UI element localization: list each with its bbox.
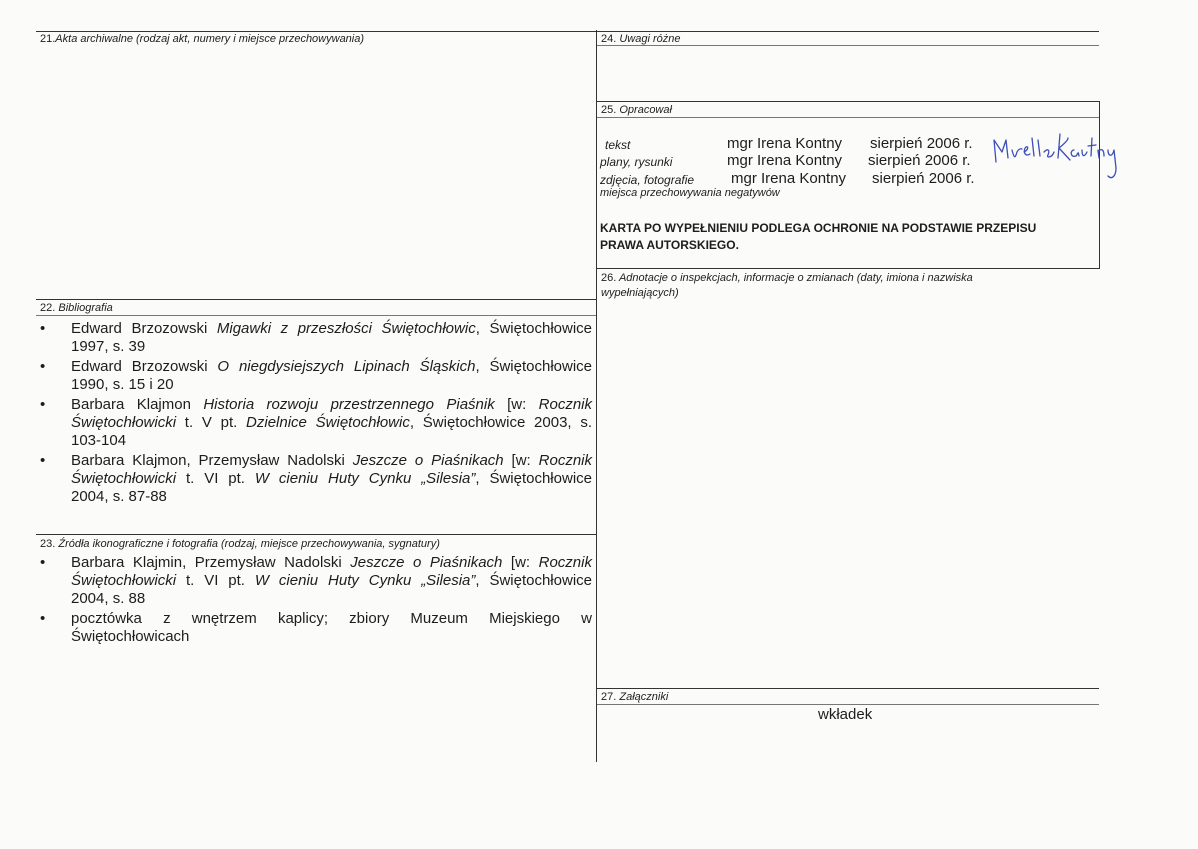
list-item-line [71, 414, 592, 432]
text-segment: , Świętochłowice [475, 572, 592, 589]
text-segment: 1997, s. 39 [71, 338, 146, 355]
bullet-icon: • [40, 452, 46, 469]
rule-25b [597, 117, 1099, 118]
credit-person: mgr Irena Kontny [731, 170, 847, 187]
bullet-icon: • [40, 320, 46, 337]
italic-title: Jeszcze o Piaśnikach [350, 554, 503, 571]
list-item-line [71, 320, 592, 338]
list-item-line [71, 376, 592, 394]
list-item-line [71, 628, 592, 646]
text-segment: Barbara Klajmon [71, 396, 204, 413]
text-segment: 2004, s. 87-88 [71, 488, 167, 505]
text-segment: , Świętochłowice [475, 358, 593, 375]
section-21-label: Akta archiwalne (rodzaj akt, numery i miejsce przechowywania) [55, 33, 365, 45]
italic-title: Rocznik [538, 396, 592, 413]
bullet-icon: • [40, 610, 46, 627]
credit-date: sierpień 2006 r. [868, 152, 971, 169]
copyright-notice [600, 220, 1036, 254]
section-number: 23. [40, 538, 56, 550]
italic-title: Świętochłowicki [71, 470, 177, 487]
list-item [40, 396, 592, 450]
list-item-line [71, 590, 592, 608]
notice-line-2: PRAWA AUTORSKIEGO. [600, 238, 739, 252]
italic-title: Rocznik [538, 554, 592, 571]
list-item-line [71, 554, 592, 572]
credit-date: sierpień 2006 r. [872, 170, 975, 187]
text-segment: t. VI pt. [176, 470, 255, 487]
text-segment: 2004, s. 88 [71, 590, 146, 607]
bullet-icon: • [40, 358, 46, 375]
bullet-icon: • [40, 396, 46, 413]
section-25-label: Opracował [619, 104, 672, 116]
text-segment: Edward Brzozowski [71, 358, 218, 375]
text-segment: , Świętochłowice [475, 470, 592, 487]
italic-title: W cieniu Huty Cynku „Silesia” [254, 470, 476, 487]
list-item-line [71, 610, 592, 628]
right-edge-24-26 [1099, 101, 1100, 269]
text-segment: , Świętochłowice [475, 320, 592, 337]
section-21-header [40, 33, 364, 45]
rule-top-left [36, 31, 596, 32]
list-item-line [71, 358, 592, 376]
rule-24 [597, 45, 1099, 46]
italic-title: Migawki z przeszłości Świętochłowic [216, 320, 476, 337]
list-item-line [71, 338, 592, 356]
text-segment: pocztówka z wnętrzem kaplicy; zbiory Muzeum Miejskiego w [71, 610, 592, 627]
list-item-line [71, 396, 592, 414]
list-item [40, 320, 592, 356]
text-segment: [w: [502, 554, 539, 571]
italic-title: Rocznik [538, 452, 592, 469]
italic-title: Świętochłowicki [71, 414, 177, 431]
credit-label: zdjęcia, fotografie [600, 173, 695, 187]
credit-person: mgr Irena Kontny [727, 135, 843, 152]
rule-22b [36, 315, 596, 316]
text-segment: 103-104 [71, 432, 127, 449]
attachments-value: wkładek [818, 706, 873, 723]
text-segment: Edward Brzozowski [71, 320, 217, 337]
signature-image [988, 128, 1128, 184]
section-number: 25. [601, 104, 617, 116]
section-27-header [601, 691, 668, 703]
notice-line-1: KARTA PO WYPEŁNIENIU PODLEGA OCHRONIE NA PODSTAWIE PRZEPISU [600, 221, 1037, 235]
italic-title: W cieniu Huty Cynku „Silesia” [254, 572, 476, 589]
section-26-label-cont: wypełniających) [601, 287, 679, 299]
rule-27 [597, 688, 1099, 689]
text-segment: Barbara Klajmon, Przemysław Nadolski [71, 452, 353, 469]
rule-26 [597, 268, 1099, 269]
italic-title: O niegdysiejszych Lipinach Śląskich [217, 358, 476, 375]
negatives-label: miejsca przechowywania negatywów [600, 187, 780, 199]
section-23-label: Źródła ikonograficzne i fotografia (rodzaj, miejsce przechowywania, sygnatury) [58, 538, 440, 550]
list-item [40, 358, 592, 394]
italic-title: Świętochłowicki [71, 572, 177, 589]
section-number: 21. [40, 33, 56, 45]
text-segment: t. VI pt. [176, 572, 255, 589]
italic-title: Dzielnice Świętochłowic [246, 414, 410, 431]
section-22-label: Bibliografia [58, 302, 113, 314]
list-item-line [71, 452, 592, 470]
section-23-header [40, 538, 440, 550]
list-item-line [71, 432, 592, 450]
italic-title: Jeszcze o Piaśnikach [352, 452, 504, 469]
rule-22 [36, 299, 596, 300]
section-number: 22. [40, 302, 56, 314]
section-27-label: Załączniki [619, 691, 669, 703]
section-25-header [601, 104, 672, 116]
text-segment: [w: [494, 396, 539, 413]
section-24-label: Uwagi różne [619, 33, 681, 45]
section-24-header [601, 33, 681, 45]
bullet-icon: • [40, 554, 46, 571]
text-segment: 1990, s. 15 i 20 [71, 376, 174, 393]
credit-label: tekst [605, 138, 631, 152]
section-number: 24. [601, 33, 617, 45]
list-item [40, 554, 592, 608]
list-item [40, 452, 592, 506]
rule-23 [36, 534, 596, 535]
text-segment: Świętochłowicach [71, 628, 190, 645]
credit-date: sierpień 2006 r. [870, 135, 973, 152]
list-item-line [71, 572, 592, 590]
section-number: 26. [601, 272, 617, 284]
credit-person: mgr Irena Kontny [727, 152, 843, 169]
rule-27b [597, 704, 1099, 705]
text-segment: , Świętochłowice 2003, s. [409, 414, 593, 431]
italic-title: Historia rozwoju przestrzennego Piaśnik [203, 396, 495, 413]
list-item-line [71, 470, 592, 488]
text-segment: [w: [503, 452, 539, 469]
section-number: 27. [601, 691, 617, 703]
list-item [40, 610, 592, 646]
credit-label: plany, rysunki [600, 155, 673, 169]
iconography-list [40, 554, 592, 648]
section-26-header [601, 271, 973, 301]
text-segment: t. V pt. [176, 414, 247, 431]
column-divider [596, 30, 597, 762]
bibliography-list [40, 320, 592, 508]
section-26-label: Adnotacje o inspekcjach, informacje o zmianach (daty, imiona i nazwiska [618, 272, 973, 284]
list-item-line [71, 488, 592, 506]
rule-25 [597, 101, 1099, 102]
text-segment: Barbara Klajmin, Przemysław Nadolski [71, 554, 351, 571]
section-22-header [40, 302, 113, 314]
rule-top-right [597, 31, 1099, 32]
